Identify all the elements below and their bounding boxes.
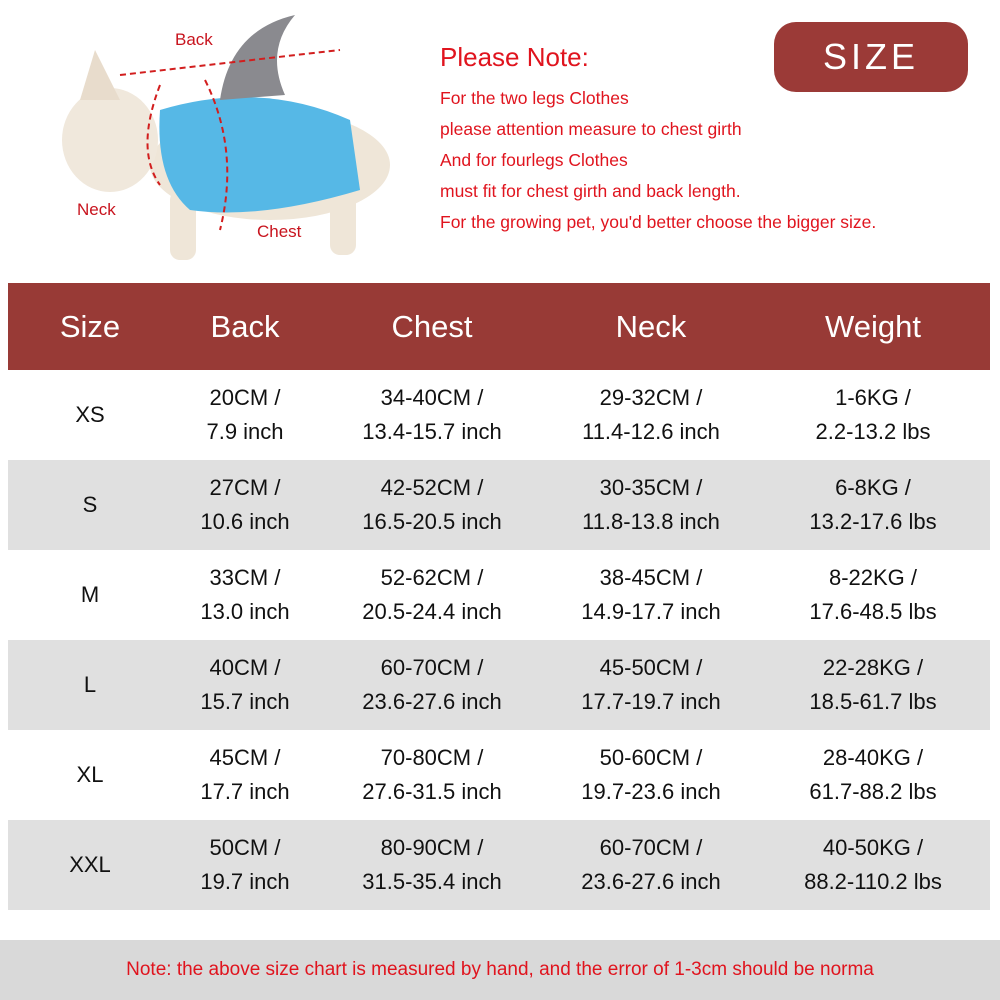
- neck-cell: [546, 831, 756, 899]
- header-neck: Neck: [615, 308, 687, 344]
- dog-in-shark-vest-icon: [40, 10, 420, 270]
- weight-cell: [756, 471, 990, 539]
- back-cell: [172, 471, 318, 539]
- neck-cell: [546, 741, 756, 809]
- note-line: must fit for chest girth and back length.: [440, 181, 741, 201]
- table-row: [8, 640, 990, 730]
- cell-line: 40-50KG /: [822, 835, 924, 860]
- cell-line: 22-28KG /: [822, 655, 924, 680]
- cell-line: 19.7-23.6 inch: [581, 779, 721, 804]
- cell-line: 20CM /: [209, 385, 281, 410]
- note-line: For the two legs Clothes: [440, 88, 629, 108]
- note-line: For the growing pet, you'd better choose the bigger size.: [440, 212, 877, 232]
- cell-line: 10.6 inch: [200, 509, 290, 534]
- header-size: Size: [59, 308, 121, 344]
- cell-line: 16.5-20.5 inch: [362, 509, 502, 534]
- chest-cell: [318, 741, 546, 809]
- cell-line: 23.6-27.6 inch: [362, 689, 502, 714]
- cell-line: 11.8-13.8 inch: [582, 509, 720, 534]
- cell-line: 7.9 inch: [206, 419, 284, 444]
- cell-line: 8-22KG /: [828, 565, 918, 590]
- cell-line: 29-32CM /: [599, 385, 703, 410]
- cell-line: 45-50CM /: [599, 655, 703, 680]
- cell-line: 70-80CM /: [380, 745, 484, 770]
- weight-cell: [756, 741, 990, 809]
- back-cell: [172, 831, 318, 899]
- cell-line: 13.2-17.6 lbs: [809, 509, 937, 534]
- neck-cell: [546, 471, 756, 539]
- size-badge: SIZE: [774, 22, 968, 92]
- weight-cell: [756, 381, 990, 449]
- table-row: [8, 460, 990, 550]
- cell-line: 27.6-31.5 inch: [362, 779, 502, 804]
- dog-illustration: [40, 10, 420, 270]
- weight-cell: [756, 831, 990, 899]
- size-table: [8, 283, 990, 910]
- cell-line: 52-62CM /: [380, 565, 484, 590]
- cell-line: 50-60CM /: [599, 745, 703, 770]
- cell-line: 15.7 inch: [200, 689, 290, 714]
- header-weight: Weight: [825, 308, 921, 344]
- weight-cell: [756, 561, 990, 629]
- cell-line: 45CM /: [209, 745, 281, 770]
- cell-line: 27CM /: [209, 475, 281, 500]
- back-label: Back: [175, 30, 213, 49]
- cell-line: 34-40CM /: [380, 385, 484, 410]
- size-cell: M: [80, 582, 100, 607]
- cell-line: 61.7-88.2 lbs: [809, 779, 937, 804]
- cell-line: 60-70CM /: [380, 655, 484, 680]
- note-line: And for fourlegs Clothes: [440, 150, 628, 170]
- table-row: [8, 820, 990, 910]
- cell-line: 17.6-48.5 lbs: [809, 599, 937, 624]
- chest-label: Chest: [257, 222, 302, 241]
- table-row: [8, 730, 990, 820]
- chest-cell: [318, 831, 546, 899]
- cell-line: 33CM /: [209, 565, 281, 590]
- chest-cell: [318, 561, 546, 629]
- chest-cell: [318, 651, 546, 719]
- header-chest: Chest: [391, 308, 473, 344]
- size-cell: S: [82, 492, 98, 517]
- back-cell: [172, 381, 318, 449]
- cell-line: 80-90CM /: [380, 835, 484, 860]
- cell-line: 2.2-13.2 lbs: [815, 419, 931, 444]
- back-cell: [172, 651, 318, 719]
- cell-line: 50CM /: [209, 835, 281, 860]
- cell-line: 23.6-27.6 inch: [581, 869, 721, 894]
- neck-label: Neck: [77, 200, 116, 219]
- size-cell: XS: [75, 402, 105, 427]
- cell-line: 42-52CM /: [380, 475, 484, 500]
- cell-line: 18.5-61.7 lbs: [809, 689, 937, 714]
- footer-note: Note: the above size chart is measured by hand, and the error of 1-3cm should be norma: [0, 940, 1000, 1000]
- cell-line: 17.7-19.7 inch: [581, 689, 721, 714]
- neck-cell: [546, 651, 756, 719]
- cell-line: 28-40KG /: [822, 745, 924, 770]
- chest-cell: [318, 381, 546, 449]
- cell-line: 11.4-12.6 inch: [582, 419, 720, 444]
- note-title: Please Note:: [440, 42, 589, 72]
- neck-cell: [546, 381, 756, 449]
- cell-line: 30-35CM /: [599, 475, 703, 500]
- neck-cell: [546, 561, 756, 629]
- size-cell: L: [83, 672, 97, 697]
- cell-line: 88.2-110.2 lbs: [804, 869, 942, 894]
- cell-line: 38-45CM /: [599, 565, 703, 590]
- cell-line: 19.7 inch: [200, 869, 290, 894]
- cell-line: 13.4-15.7 inch: [362, 419, 502, 444]
- cell-line: 31.5-35.4 inch: [362, 869, 502, 894]
- header-back: Back: [210, 308, 280, 344]
- cell-line: 17.7 inch: [200, 779, 290, 804]
- size-cell: XXL: [69, 852, 111, 877]
- back-cell: [172, 741, 318, 809]
- table-row: [8, 550, 990, 640]
- note-line: please attention measure to chest girth: [440, 119, 742, 139]
- cell-line: 40CM /: [209, 655, 281, 680]
- cell-line: 13.0 inch: [200, 599, 290, 624]
- cell-line: 20.5-24.4 inch: [362, 599, 502, 624]
- table-row: [8, 370, 990, 460]
- cell-line: 1-6KG /: [835, 385, 911, 410]
- weight-cell: [756, 651, 990, 719]
- cell-line: 14.9-17.7 inch: [581, 599, 721, 624]
- size-cell: XL: [76, 762, 104, 787]
- back-cell: [172, 561, 318, 629]
- cell-line: 6-8KG /: [835, 475, 911, 500]
- table-header: [8, 283, 990, 370]
- cell-line: 60-70CM /: [599, 835, 703, 860]
- chest-cell: [318, 471, 546, 539]
